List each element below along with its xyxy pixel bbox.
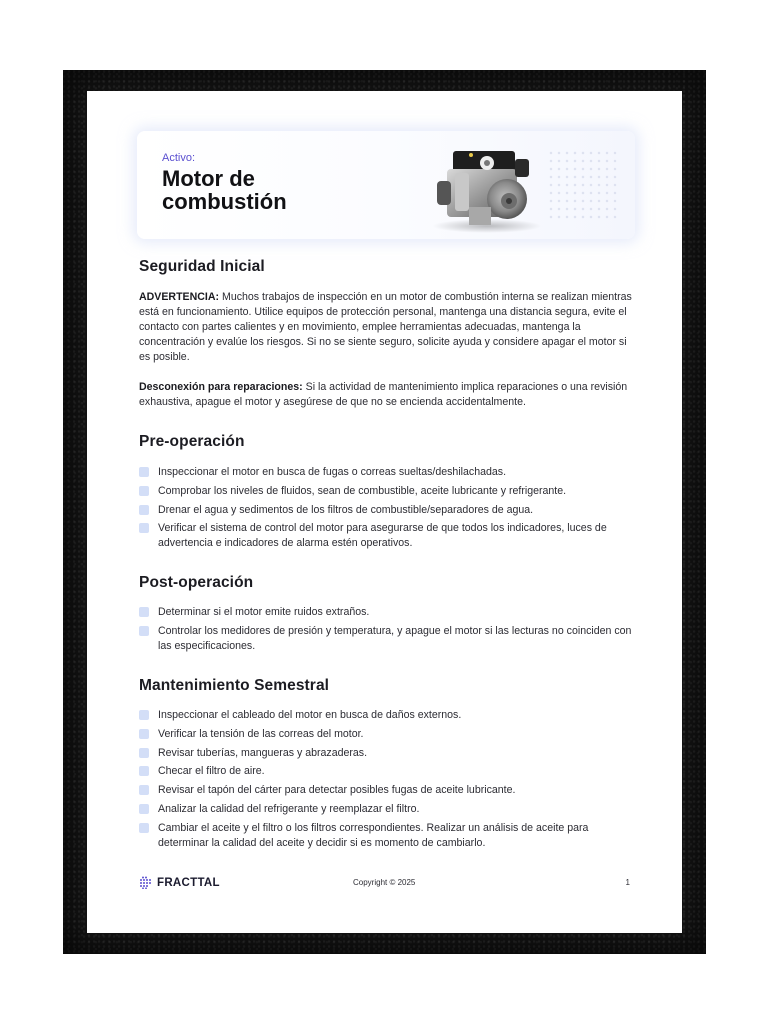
checklist-item: [139, 503, 634, 518]
checkbox[interactable]: [139, 804, 149, 814]
checklist-item: [139, 484, 634, 499]
section-heading-mantenimiento-semestral: Mantenimiento Semestral: [139, 677, 330, 694]
section-heading-post-operacion: Post-operación: [139, 574, 254, 591]
checkbox[interactable]: [139, 607, 149, 617]
pre-operation-checklist: [139, 465, 634, 555]
checklist-item: [139, 465, 634, 480]
disconnect-label: Desconexión para reparaciones:: [139, 381, 303, 393]
page-number: 1: [625, 878, 630, 887]
checkbox[interactable]: [139, 823, 149, 833]
checkbox[interactable]: [139, 486, 149, 496]
checklist-item-text: Controlar los medidores de presión y temperatura, y apague el motor si las lecturas no coinciden con las especificaciones.: [158, 624, 632, 652]
checkbox[interactable]: [139, 467, 149, 477]
page-footer: [139, 874, 634, 894]
fracttal-logo-icon: [139, 876, 152, 889]
checklist-item: [139, 727, 634, 742]
checkbox[interactable]: [139, 766, 149, 776]
checklist-item-text: Revisar el tapón del cárter para detectar posibles fugas de aceite lubricante.: [158, 784, 516, 797]
semestral-maintenance-checklist: [139, 708, 634, 855]
checklist-item-text: Checar el filtro de aire.: [158, 765, 265, 778]
checkbox[interactable]: [139, 626, 149, 636]
warning-text: Muchos trabajos de inspección en un motor de combustión interna se realizan mientras está en funcionamiento. Utilice equipos de protección personal, mantenga una distancia segura, evite el contacto con partes calientes y en movimiento, emplee herramientas adecuadas, mantenga la concentración y evalúe los riesgos. Si no se siente seguro, solicite ayuda y considere apagar el motor si es posible.: [139, 291, 632, 363]
checkbox[interactable]: [139, 748, 149, 758]
checkbox[interactable]: [139, 505, 149, 515]
disconnect-paragraph: [139, 380, 634, 410]
decorative-dot-pattern: [547, 149, 617, 219]
checklist-item-text: Verificar la tensión de las correas del motor.: [158, 727, 364, 740]
checklist-item-text: Cambiar el aceite y el filtro o los filtros correspondientes. Realizar un análisis de aceite para determinar la calidad del aceite y decidir si es momento de cambiarlo.: [158, 821, 589, 849]
checkbox[interactable]: [139, 523, 149, 533]
checklist-item-text: Verificar el sistema de control del motor para asegurarse de que todos los indicadores, luces de advertencia e indicadores de alarma estén operativos.: [158, 522, 607, 550]
checklist-item: [139, 821, 634, 851]
asset-label: Activo:: [162, 152, 196, 164]
checklist-item: [139, 624, 634, 654]
checklist-item-text: Analizar la calidad del refrigerante y reemplazar el filtro.: [158, 802, 420, 815]
checkbox[interactable]: [139, 710, 149, 720]
asset-header-card: [137, 131, 635, 239]
checklist-item: [139, 708, 634, 723]
checklist-item: [139, 521, 634, 551]
checklist-item: [139, 605, 634, 620]
checklist-item-text: Drenar el agua y sedimentos de los filtros de combustible/separadores de agua.: [158, 503, 534, 516]
checklist-item-text: Comprobar los niveles de fluidos, sean de combustible, aceite lubricante y refrigerante.: [158, 484, 567, 497]
brand-name: FRACTTAL: [157, 876, 220, 889]
engine-image-icon: [425, 141, 545, 236]
document-page: [87, 91, 682, 933]
warning-label: ADVERTENCIA:: [139, 291, 220, 303]
checklist-item-text: Revisar tuberías, mangueras y abrazaderas.: [158, 746, 368, 759]
checklist-item: [139, 746, 634, 761]
checklist-item: [139, 764, 634, 779]
disconnect-text: Si la actividad de mantenimiento implica reparaciones o una revisión exhaustiva, apague el motor y asegúrese de que no se encienda accidentalmente.: [139, 381, 628, 408]
checklist-item: [139, 783, 634, 798]
section-heading-pre-operacion: Pre-operación: [139, 433, 245, 450]
post-operation-checklist: [139, 605, 634, 658]
fracttal-logo: [139, 876, 220, 889]
checklist-item-text: Inspeccionar el motor en busca de fugas o correas sueltas/deshilachadas.: [158, 466, 507, 478]
warning-paragraph: [139, 290, 634, 365]
checkbox[interactable]: [139, 729, 149, 739]
checklist-item-text: Determinar si el motor emite ruidos extraños.: [158, 606, 370, 618]
checklist-item-text: Inspeccionar el cableado del motor en busca de daños externos.: [158, 709, 462, 721]
asset-title: Motor de combustión: [162, 166, 287, 214]
checklist-item: [139, 802, 634, 817]
checkbox[interactable]: [139, 785, 149, 795]
section-heading-seguridad: Seguridad Inicial: [139, 258, 265, 275]
copyright-text: Copyright © 2025: [353, 878, 416, 887]
